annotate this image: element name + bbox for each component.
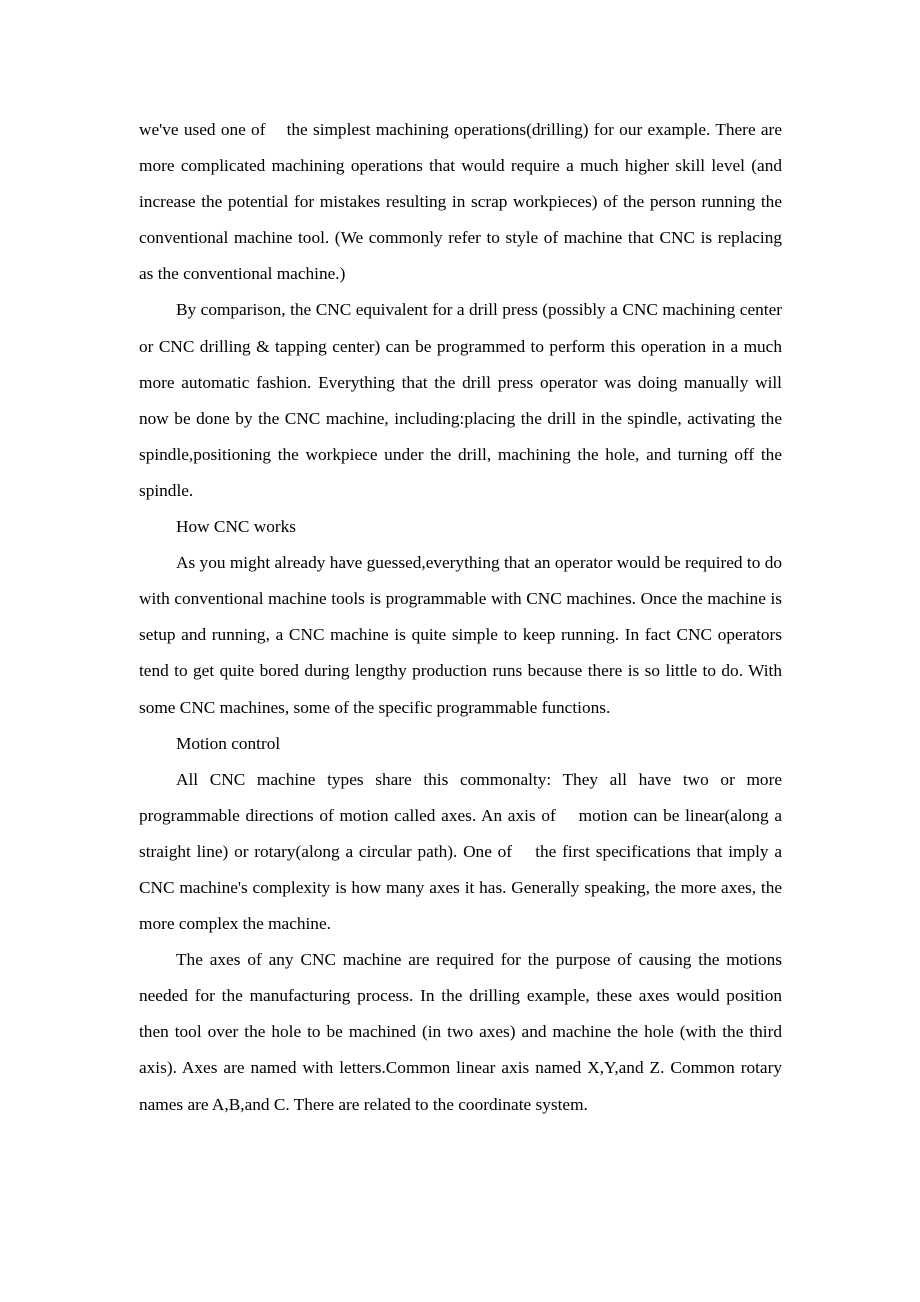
heading-how-cnc-works: How CNC works <box>176 517 297 537</box>
paragraph-motion-control: All CNC machine types share this commonalty: They all have two or more programmable directions of motion called axes. An axis of motion can be linear(along a straight line) or rotary(along a circular path). One of the first specifications that imply a CNC machine's complexity is how many axes it has. Generally speaking, the more axes, the more complex the machine. <box>139 769 787 934</box>
paragraph-cnc-comparison: By comparison, the CNC equivalent for a drill press (possibly a CNC machining center or CNC drilling & tapping center) can be programmed to perform this operation in a much more automatic fashion. Everything that the drill press operator was doing manually will now be done by the CNC machine, including:placing the drill in the spindle, activating the spindle,positioning the workpiece under the drill, machining the hole, and turning off the spindle. <box>139 300 787 500</box>
document-page <box>139 112 787 1123</box>
paragraph-how-cnc-works: As you might already have guessed,everything that an operator would be required to do with conventional machine tools is programmable with CNC machines. Once the machine is setup and running, a CNC machine is quite simple to keep running. In fact CNC operators tend to get quite bored during lengthy production runs because there is so little to do. With some CNC machines, some of the specific programmable functions. <box>139 553 787 717</box>
heading-motion-control: Motion control <box>176 733 281 753</box>
paragraph-axes: The axes of any CNC machine are required for the purpose of causing the motions needed for the manufacturing process. In the drilling example, these axes would position then tool over the hole to be machined (in two axes) and machine the hole (with the third axis). Axes are named with letters.Common linear axis named X,Y,and Z. Common rotary names are A,B,and C. There are related to the coordinate system. <box>139 950 787 1114</box>
paragraph-drilling-example: we've used one of the simplest machining operations(drilling) for our example. There are more complicated machining operations that would require a much higher skill level (and increase the potential for mistakes resulting in scrap workpieces) of the person running the conventional machine tool. (We commonly refer to style of machine that CNC is replacing as the conventional machine.) <box>139 120 787 284</box>
